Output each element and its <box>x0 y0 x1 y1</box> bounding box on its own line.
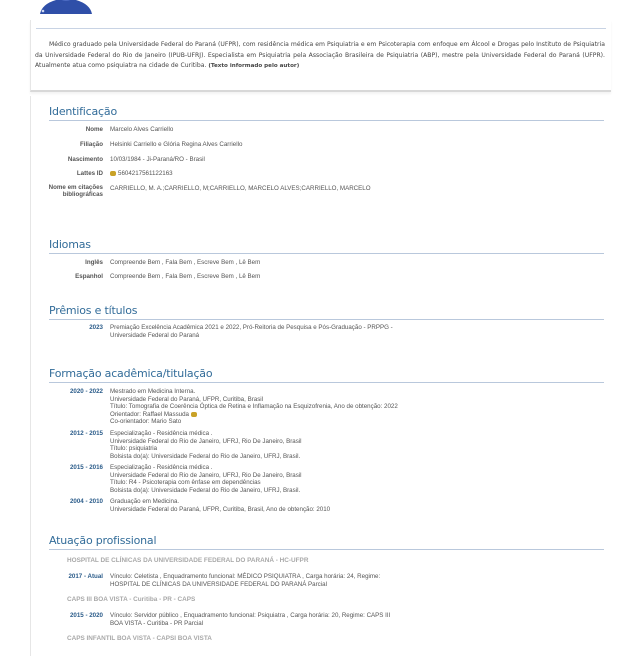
profile-photo <box>38 0 94 16</box>
language-value: Compreende Bem , Fala Bem , Escreve Bem , Lê Bem <box>110 273 261 280</box>
field-value: CARRIELLO, M. A.;CARRIELLO, M;CARRIELLO, MARCELO ALVES;CARRIELLO, MARCELO <box>110 185 371 192</box>
lattes-id-link[interactable]: 5604217561122163 <box>118 170 173 177</box>
education-line: Universidade Federal do Paraná, UFPR, Curitiba, Brasil, Ano de obtenção: 2010 <box>110 505 331 513</box>
institution-name: CAPS INFANTIL BOA VISTA - CAPSI BOA VISTA <box>67 635 212 642</box>
education-line: Especialização - Residência médica . <box>110 430 213 437</box>
employment-line: Vínculo: Servidor público , Enquadramento funcional: Psiquiatra , Carga horária: 20, Regime: CAPS III <box>110 612 391 619</box>
education-line: Co-orientador: Mario Sato <box>110 418 182 426</box>
award-text <box>110 324 580 339</box>
field-label: Nascimento <box>67 156 103 163</box>
language-value: Compreende Bem , Fala Bem , Escreve Bem , Lê Bem <box>110 259 261 266</box>
education-line: Orientador: Raffael Massuda <box>110 410 189 418</box>
education-years: 2015 - 2016 <box>69 464 103 471</box>
section-divider <box>49 319 604 320</box>
employment-details <box>110 573 580 588</box>
education-line: Título: psiquiatria <box>110 445 158 453</box>
field-value: Marcelo Alves Carriello <box>110 126 174 133</box>
field-value: 10/03/1984 - Ji-Paraná/RO - Brasil <box>110 156 205 163</box>
section-title-premios: Prêmios e títulos <box>49 304 138 317</box>
lattes-icon[interactable] <box>191 412 197 417</box>
section-title-atuacao: Atuação profissional <box>49 534 157 547</box>
education-line: Bolsista do(a): Universidade Federal do Rio de Janeiro, UFRJ, Brasil. <box>110 452 301 460</box>
language-label: Espanhol <box>75 273 103 280</box>
field-label: Nome <box>85 126 103 133</box>
education-line: Universidade Federal do Paraná, UFPR, Curitiba, Brasil <box>110 395 264 403</box>
field-label: Filiação <box>79 141 103 148</box>
institution-name: HOSPITAL DE CLÍNICAS DA UNIVERSIDADE FEDERAL DO PARANÁ - HC-UFPR <box>67 557 309 564</box>
field-value <box>110 170 580 178</box>
section-divider <box>49 549 604 550</box>
field-label: Lattes ID <box>76 170 103 177</box>
education-details <box>110 388 580 426</box>
education-line: Título: Tomografia de Coerência Óptica de Retina e Inflamação na Esquizofrenia, Ano de obtenção: 2022 <box>110 403 398 411</box>
resume-body: Médico graduado pela Universidade Federal do Paraná (UFPR), com residência médica em Psiquiatria e em Psicoterapia com enfoque em Álcool e Drogas pelo Instituto de Psiquiatria da Universidade Federal do Rio de Janeiro (IPUB-UFRJ). Especialista em Psiquiatria pela Associação Brasileira de Psiquiatria (ABP), mestre pela Universidade Federal do Paraná (UFPR). Atualmente atua como psiquiatra na cidade de Curitiba. <box>35 41 605 70</box>
education-line: Mestrado em Medicina Interna. <box>110 388 196 395</box>
education-line: Especialização - Residência médica . <box>110 464 213 471</box>
employment-line: Vínculo: Celetista , Enquadramento funcional: MÉDICO PSIQUIATRA , Carga horária: 24, Regime: <box>110 573 381 580</box>
language-label: Inglês <box>85 259 103 266</box>
education-details <box>110 498 580 513</box>
education-details <box>110 464 580 494</box>
award-line: Universidade Federal do Paraná <box>110 331 200 339</box>
section-title-formacao: Formação acadêmica/titulação <box>49 367 213 380</box>
education-years: 2004 - 2010 <box>69 498 103 505</box>
education-line: Graduação em Medicina. <box>110 498 180 505</box>
education-years: 2020 - 2022 <box>69 388 103 395</box>
employment-line: BOA VISTA - Curitiba - PR Parcial <box>110 619 204 627</box>
resume-text <box>35 40 605 72</box>
award-line: Premiação Excelência Acadêmica 2021 e 2022, Pró-Reitoria de Pesquisa e Pós-Graduação - PRPPG - <box>110 324 393 331</box>
education-line: Universidade Federal do Rio de Janeiro, UFRJ, Rio De Janeiro, Brasil <box>110 437 302 445</box>
employment-details <box>110 612 580 627</box>
institution-name: CAPS III BOA VISTA - Curitiba - PR - CAPS <box>67 596 196 603</box>
education-details <box>110 430 580 460</box>
education-line: Universidade Federal do Rio de Janeiro, UFRJ, Rio De Janeiro, Brasil <box>110 471 302 479</box>
award-year: 2023 <box>89 324 103 331</box>
section-divider <box>49 382 604 383</box>
field-label: Nome em citações bibliográficas <box>48 184 103 198</box>
section-divider <box>49 253 604 254</box>
section-divider <box>49 120 604 121</box>
education-line: Bolsista do(a): Universidade Federal do Rio de Janeiro, UFRJ, Brasil. <box>110 486 301 494</box>
field-value: Helsinki Carriello e Glória Regina Alves Carriello <box>110 141 243 148</box>
section-title-identificacao: Identificação <box>49 105 117 118</box>
resume-source: (Texto informado pelo autor) <box>208 63 300 70</box>
section-title-idiomas: Idiomas <box>49 238 91 251</box>
employment-period: 2015 - 2020 <box>69 612 103 619</box>
education-years: 2012 - 2015 <box>69 430 103 437</box>
main-content <box>30 96 611 656</box>
employment-line: HOSPITAL DE CLÍNICAS DA UNIVERSIDADE FEDERAL DO PARANÁ Parcial <box>110 580 327 588</box>
employment-period: 2017 - Atual <box>68 573 103 580</box>
education-line: Título: R4 - Psicoterapia com ênfase em dependências <box>110 479 261 487</box>
resume-divider <box>36 28 606 29</box>
lattes-icon[interactable] <box>110 171 116 176</box>
